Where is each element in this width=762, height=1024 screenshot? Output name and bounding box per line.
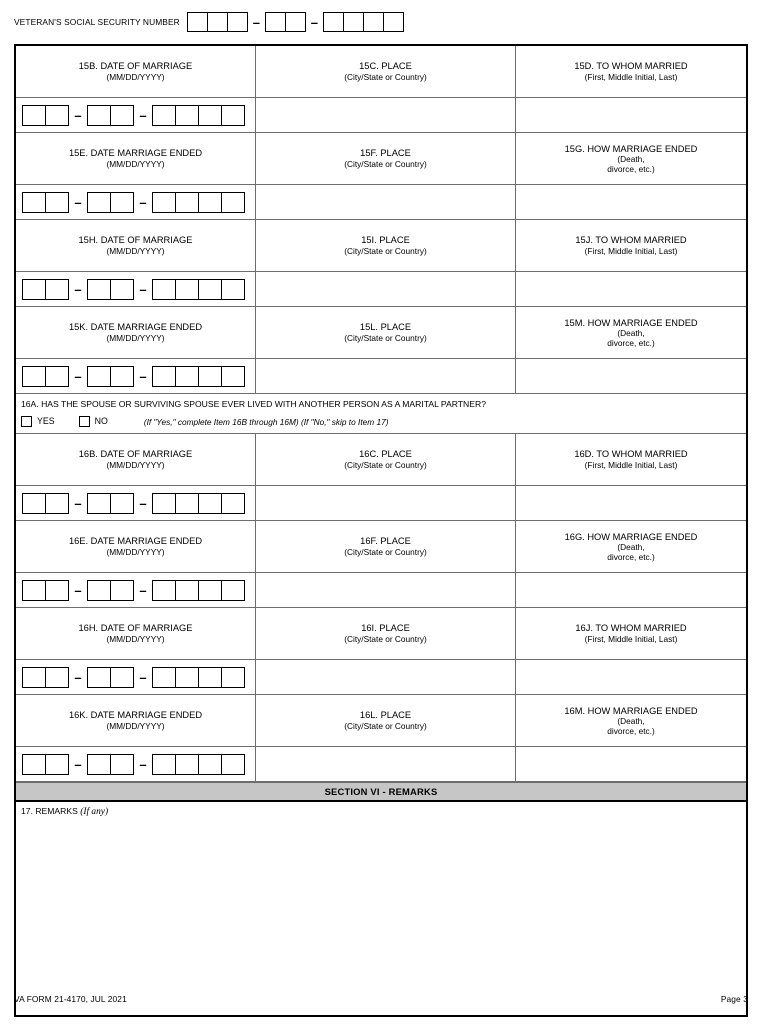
date-month-boxes[interactable] [22, 580, 69, 601]
label-16b: 16B. DATE OF MARRIAGE [78, 449, 193, 460]
field-15m-how-ended[interactable] [516, 359, 746, 393]
field-16m-how-ended[interactable] [516, 747, 746, 781]
label-15e-sub: (MM/DD/YYYY) [106, 159, 165, 170]
date-input-group[interactable] [22, 580, 245, 601]
date-box[interactable] [110, 279, 134, 300]
date-box[interactable] [198, 105, 222, 126]
label-15c-sub: (City/State or Country) [344, 72, 427, 83]
cell-16i-title [256, 608, 516, 659]
date-box[interactable] [152, 366, 176, 387]
date-input-group[interactable] [22, 192, 245, 213]
date-box[interactable] [198, 366, 222, 387]
date-year-boxes[interactable] [152, 667, 245, 688]
field-16f-place[interactable] [256, 573, 516, 607]
date-month-boxes[interactable] [22, 279, 69, 300]
date-box[interactable] [175, 580, 199, 601]
label-16h: 16H. DATE OF MARRIAGE [78, 623, 193, 634]
date-box[interactable] [175, 754, 199, 775]
label-16g: 16G. HOW MARRIAGE ENDED [564, 532, 698, 542]
ssn-part1-boxes[interactable] [187, 12, 248, 32]
date-input-group[interactable] [22, 279, 245, 300]
ssn-input-group[interactable] [187, 12, 404, 32]
label-16l: 16L. PLACE [359, 710, 412, 721]
checkbox-icon[interactable] [21, 416, 32, 427]
date-day-boxes[interactable] [87, 580, 134, 601]
input-row-16k [16, 747, 746, 782]
section-vi-header: SECTION VI - REMARKS [16, 782, 746, 802]
ssn-box[interactable] [383, 12, 404, 32]
label-16e: 16E. DATE MARRIAGE ENDED [68, 536, 203, 547]
field-15i-place[interactable] [256, 272, 516, 306]
label-16e-sub: (MM/DD/YYYY) [106, 547, 165, 558]
checkbox-no[interactable] [79, 416, 108, 427]
ssn-dash: – [310, 14, 318, 30]
field-16j-married[interactable] [516, 660, 746, 694]
date-box[interactable] [22, 580, 46, 601]
date-box[interactable] [198, 192, 222, 213]
date-box[interactable] [45, 366, 69, 387]
cell-16d-title [516, 434, 746, 485]
cell-16f-title [256, 521, 516, 572]
label-16i-sub: (City/State or Country) [344, 634, 427, 645]
cell-16j-title [516, 608, 746, 659]
label-16m-sub: (Death, [617, 716, 645, 726]
cell-16c-title [256, 434, 516, 485]
date-box[interactable] [198, 754, 222, 775]
date-month-boxes[interactable] [22, 667, 69, 688]
label-15h-sub: (MM/DD/YYYY) [106, 246, 165, 257]
question-16a-note: (If "Yes," complete Item 16B through 16M) (If "No," skip to Item 17) [143, 416, 389, 427]
input-row-15k [16, 359, 746, 394]
label-16k: 16K. DATE MARRIAGE ENDED [68, 710, 203, 721]
marriage-history-table [14, 44, 748, 1017]
date-box[interactable] [152, 667, 176, 688]
date-input-group[interactable] [22, 366, 245, 387]
cell-16b-title [16, 434, 256, 485]
label-16i: 16I. PLACE [361, 623, 410, 634]
date-dash: – [139, 756, 147, 772]
date-box[interactable] [87, 105, 111, 126]
cell-15k-title [16, 307, 256, 358]
cell-15l-title [256, 307, 516, 358]
label-15h: 15H. DATE OF MARRIAGE [78, 235, 193, 246]
field-15l-place[interactable] [256, 359, 516, 393]
label-15c: 15C. PLACE [359, 61, 412, 72]
date-box[interactable] [198, 667, 222, 688]
date-dash: – [139, 495, 147, 511]
label-15i-sub: (City/State or Country) [344, 246, 427, 257]
date-year-boxes[interactable] [152, 192, 245, 213]
date-box[interactable] [87, 366, 111, 387]
date-box[interactable] [221, 192, 245, 213]
date-month-boxes[interactable] [22, 366, 69, 387]
remarks-label-italic: (If any) [80, 807, 109, 817]
date-box[interactable] [110, 192, 134, 213]
date-box[interactable] [152, 192, 176, 213]
header-row-16b [16, 434, 746, 486]
label-15m-sub: (Death, [617, 328, 645, 338]
cell-16l-title [256, 695, 516, 746]
cell-15e-title [16, 133, 256, 184]
header-row-16h [16, 608, 746, 660]
date-box[interactable] [221, 667, 245, 688]
date-box[interactable] [198, 279, 222, 300]
question-16a-choices [21, 416, 746, 427]
date-day-boxes[interactable] [87, 105, 134, 126]
date-box[interactable] [22, 754, 46, 775]
ssn-box[interactable] [265, 12, 286, 32]
date-box[interactable] [87, 493, 111, 514]
label-15l: 15L. PLACE [359, 322, 412, 333]
date-dash: – [139, 669, 147, 685]
date-box[interactable] [110, 754, 134, 775]
label-16j: 16J. TO WHOM MARRIED [575, 623, 687, 634]
label-16m: 16M. HOW MARRIAGE ENDED [564, 706, 698, 716]
label-15k: 15K. DATE MARRIAGE ENDED [68, 322, 203, 333]
date-year-boxes[interactable] [152, 754, 245, 775]
date-box[interactable] [175, 667, 199, 688]
date-box[interactable] [221, 580, 245, 601]
header-row-15e [16, 133, 746, 185]
field-15b-date[interactable] [16, 98, 256, 132]
date-box[interactable] [175, 279, 199, 300]
label-15f: 15F. PLACE [360, 148, 411, 159]
date-box[interactable] [110, 667, 134, 688]
date-box[interactable] [87, 580, 111, 601]
date-day-boxes[interactable] [87, 754, 134, 775]
date-day-boxes[interactable] [87, 366, 134, 387]
input-row-15b [16, 98, 746, 133]
checkbox-yes[interactable] [21, 416, 55, 427]
field-15j-married[interactable] [516, 272, 746, 306]
label-15g-sub2: divorce, etc.) [607, 163, 655, 174]
header-row-15b [16, 46, 746, 98]
date-day-boxes[interactable] [87, 667, 134, 688]
ssn-header [14, 10, 404, 34]
ssn-box[interactable] [227, 12, 248, 32]
question-16a-text: 16A. HAS THE SPOUSE OR SURVIVING SPOUSE EVER LIVED WITH ANOTHER PERSON AS A MARITAL PARTNER? [21, 399, 486, 409]
label-16j-sub: (First, Middle Initial, Last) [584, 634, 678, 645]
date-year-boxes[interactable] [152, 366, 245, 387]
cell-16e-title [16, 521, 256, 572]
field-15c-place[interactable] [256, 98, 516, 132]
label-15b: 15B. DATE OF MARRIAGE [78, 61, 193, 72]
date-box[interactable] [87, 754, 111, 775]
date-box[interactable] [152, 493, 176, 514]
ssn-box[interactable] [363, 12, 384, 32]
date-dash: – [74, 582, 82, 598]
date-dash: – [74, 194, 82, 210]
date-box[interactable] [175, 105, 199, 126]
label-16c: 16C. PLACE [359, 449, 412, 460]
label-15d-sub: (First, Middle Initial, Last) [584, 72, 678, 83]
date-box[interactable] [45, 279, 69, 300]
remarks-label-text: 17. REMARKS [21, 806, 81, 816]
label-15l-sub: (City/State or Country) [344, 333, 427, 344]
date-box[interactable] [87, 279, 111, 300]
cell-15b-title [16, 46, 256, 97]
cell-15c-title [256, 46, 516, 97]
header-row-16k [16, 695, 746, 747]
label-16l-sub: (City/State or Country) [344, 721, 427, 732]
label-16f: 16F. PLACE [360, 536, 411, 547]
cell-15d-title [516, 46, 746, 97]
date-month-boxes[interactable] [22, 754, 69, 775]
date-box[interactable] [198, 580, 222, 601]
date-box[interactable] [152, 279, 176, 300]
label-15g-sub: (Death, [617, 154, 645, 164]
date-box[interactable] [22, 279, 46, 300]
field-16d-married[interactable] [516, 486, 746, 520]
field-15e-date[interactable] [16, 185, 256, 219]
date-box[interactable] [110, 580, 134, 601]
field-15d-married[interactable] [516, 98, 746, 132]
label-16d: 16D. TO WHOM MARRIED [574, 449, 688, 460]
cell-15g-title [516, 133, 746, 184]
label-15k-sub: (MM/DD/YYYY) [106, 333, 165, 344]
label-16h-sub: (MM/DD/YYYY) [106, 634, 165, 645]
input-row-15e [16, 185, 746, 220]
date-dash: – [74, 669, 82, 685]
date-box[interactable] [221, 754, 245, 775]
date-dash: – [74, 495, 82, 511]
label-15m-sub2: divorce, etc.) [607, 337, 655, 348]
date-box[interactable] [221, 279, 245, 300]
input-row-16h [16, 660, 746, 695]
label-15g: 15G. HOW MARRIAGE ENDED [564, 144, 698, 154]
date-month-boxes[interactable] [22, 105, 69, 126]
remarks-area[interactable] [16, 802, 746, 1015]
label-15d: 15D. TO WHOM MARRIED [574, 61, 688, 72]
date-box[interactable] [22, 493, 46, 514]
date-box[interactable] [45, 493, 69, 514]
field-16l-place[interactable] [256, 747, 516, 781]
date-box[interactable] [175, 366, 199, 387]
ssn-dash: – [252, 14, 260, 30]
date-dash: – [74, 107, 82, 123]
label-16m-sub2: divorce, etc.) [607, 725, 655, 736]
date-month-boxes[interactable] [22, 493, 69, 514]
date-dash: – [139, 368, 147, 384]
label-15e: 15E. DATE MARRIAGE ENDED [68, 148, 203, 159]
date-box[interactable] [45, 192, 69, 213]
date-box[interactable] [22, 366, 46, 387]
field-16h-date[interactable] [16, 660, 256, 694]
checkbox-no-label: NO [94, 416, 108, 427]
field-16e-date[interactable] [16, 573, 256, 607]
label-16c-sub: (City/State or Country) [344, 460, 427, 471]
ssn-box[interactable] [207, 12, 228, 32]
date-box[interactable] [152, 105, 176, 126]
label-15j-sub: (First, Middle Initial, Last) [584, 246, 678, 257]
label-16g-sub2: divorce, etc.) [607, 551, 655, 562]
ssn-box[interactable] [285, 12, 306, 32]
date-box[interactable] [221, 493, 245, 514]
date-box[interactable] [152, 754, 176, 775]
question-16a [16, 394, 746, 434]
field-16g-how-ended[interactable] [516, 573, 746, 607]
date-year-boxes[interactable] [152, 105, 245, 126]
cell-15m-title [516, 307, 746, 358]
field-16i-place[interactable] [256, 660, 516, 694]
date-box[interactable] [22, 105, 46, 126]
date-day-boxes[interactable] [87, 279, 134, 300]
date-dash: – [74, 368, 82, 384]
date-box[interactable] [22, 667, 46, 688]
date-box[interactable] [221, 366, 245, 387]
date-input-group[interactable] [22, 105, 245, 126]
cell-15i-title [256, 220, 516, 271]
page-footer [14, 994, 748, 1004]
date-box[interactable] [45, 580, 69, 601]
label-15f-sub: (City/State or Country) [344, 159, 427, 170]
date-box[interactable] [198, 493, 222, 514]
cell-15f-title [256, 133, 516, 184]
field-16b-date[interactable] [16, 486, 256, 520]
date-box[interactable] [110, 105, 134, 126]
field-16k-date[interactable] [16, 747, 256, 781]
date-dash: – [139, 194, 147, 210]
date-dash: – [139, 582, 147, 598]
date-day-boxes[interactable] [87, 493, 134, 514]
date-dash: – [74, 281, 82, 297]
header-row-15h [16, 220, 746, 272]
field-15h-date[interactable] [16, 272, 256, 306]
form-id-text: VA FORM 21-4170, JUL 2021 [14, 994, 127, 1004]
date-dash: – [139, 107, 147, 123]
date-dash: – [139, 281, 147, 297]
field-15k-date[interactable] [16, 359, 256, 393]
date-box[interactable] [110, 493, 134, 514]
field-15g-how-ended[interactable] [516, 185, 746, 219]
date-year-boxes[interactable] [152, 580, 245, 601]
date-box[interactable] [45, 754, 69, 775]
field-15f-place[interactable] [256, 185, 516, 219]
cell-15h-title [16, 220, 256, 271]
date-box[interactable] [45, 667, 69, 688]
ssn-part2-boxes[interactable] [265, 12, 306, 32]
input-row-15h [16, 272, 746, 307]
date-input-group[interactable] [22, 667, 245, 688]
date-box[interactable] [87, 667, 111, 688]
date-box[interactable] [87, 192, 111, 213]
label-16b-sub: (MM/DD/YYYY) [106, 460, 165, 471]
date-box[interactable] [22, 192, 46, 213]
label-16d-sub: (First, Middle Initial, Last) [584, 460, 678, 471]
label-16k-sub: (MM/DD/YYYY) [106, 721, 165, 732]
date-box[interactable] [45, 105, 69, 126]
label-15m: 15M. HOW MARRIAGE ENDED [564, 318, 698, 328]
header-row-15k [16, 307, 746, 359]
ssn-box[interactable] [323, 12, 344, 32]
date-year-boxes[interactable] [152, 279, 245, 300]
date-box[interactable] [152, 580, 176, 601]
cell-16h-title [16, 608, 256, 659]
checkbox-icon[interactable] [79, 416, 90, 427]
cell-16m-title [516, 695, 746, 746]
cell-15j-title [516, 220, 746, 271]
date-box[interactable] [175, 192, 199, 213]
checkbox-yes-label: YES [37, 416, 55, 427]
field-16c-place[interactable] [256, 486, 516, 520]
date-box[interactable] [110, 366, 134, 387]
input-row-16b [16, 486, 746, 521]
label-16g-sub: (Death, [617, 542, 645, 552]
date-month-boxes[interactable] [22, 192, 69, 213]
label-15j: 15J. TO WHOM MARRIED [575, 235, 687, 246]
ssn-label: VETERAN'S SOCIAL SECURITY NUMBER [14, 16, 180, 27]
ssn-part3-boxes[interactable] [323, 12, 404, 32]
date-box[interactable] [221, 105, 245, 126]
date-box[interactable] [175, 493, 199, 514]
date-dash: – [74, 756, 82, 772]
ssn-box[interactable] [187, 12, 208, 32]
remarks-label [21, 807, 746, 817]
label-15i: 15I. PLACE [361, 235, 410, 246]
label-16f-sub: (City/State or Country) [344, 547, 427, 558]
ssn-box[interactable] [343, 12, 364, 32]
label-15b-sub: (MM/DD/YYYY) [106, 72, 165, 83]
input-row-16e [16, 573, 746, 608]
cell-16k-title [16, 695, 256, 746]
date-year-boxes[interactable] [152, 493, 245, 514]
date-input-group[interactable] [22, 754, 245, 775]
header-row-16e [16, 521, 746, 573]
page-number-text: Page 3 [720, 994, 748, 1004]
date-day-boxes[interactable] [87, 192, 134, 213]
date-input-group[interactable] [22, 493, 245, 514]
cell-16g-title [516, 521, 746, 572]
